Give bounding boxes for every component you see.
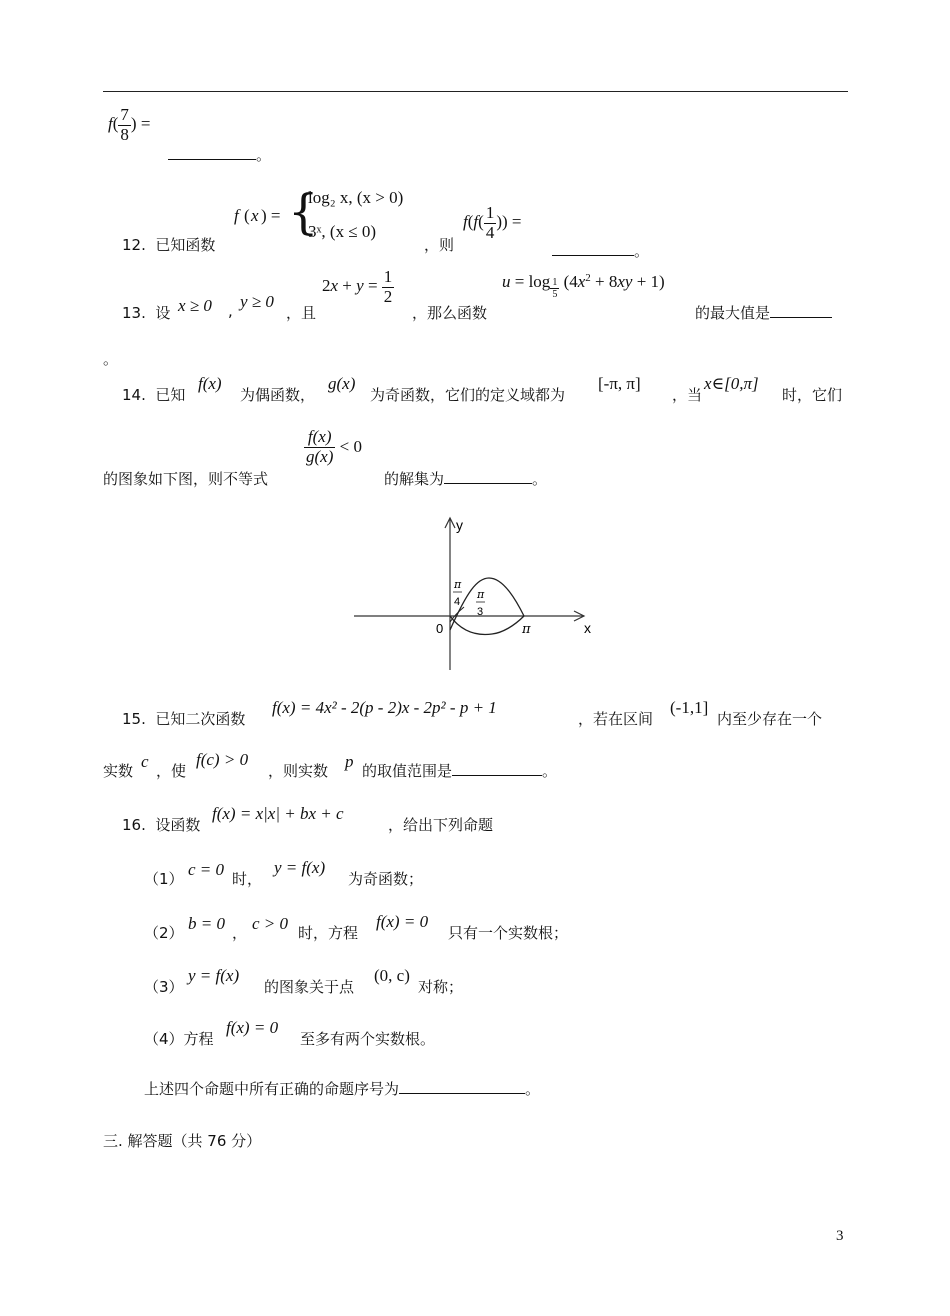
q11-answer-blank: 。 (168, 144, 271, 165)
q15-ask: 的取值范围是 。 (362, 762, 558, 780)
tick1-den: 4 (454, 596, 461, 608)
section-3-heading: 三. 解答题（共 76 分） (103, 1132, 262, 1150)
q16-line1: 16. 设函数 (122, 816, 201, 834)
q16-function: f(x) = x|x| + bx + c (212, 804, 344, 823)
tick2-den: 3 (477, 606, 484, 618)
q12-answer-blank: 。 (552, 240, 649, 261)
q13-and: ，且 (286, 304, 317, 322)
q14-inequality: $\frac{f(x)}{g(x)}$ < 0 (306, 427, 362, 466)
tick1-num: π (454, 578, 462, 591)
pi-label: π (522, 622, 531, 637)
q13-line: 13. 设 (122, 304, 171, 322)
q13-period: 。 (103, 350, 119, 368)
fraction-7-8: $\frac{7}{8}$ (120, 105, 129, 144)
q14-g: g(x) (328, 374, 356, 393)
function-graph (352, 512, 602, 676)
q15-line1: 15. 已知二次函数 (122, 710, 246, 728)
q14-line1: 14. 已知 (122, 386, 186, 404)
q12-then: ，则 (424, 236, 455, 254)
q12-intro: 12. 已知函数 (122, 236, 216, 254)
q13-cond-x: x ≥ 0 (178, 296, 212, 315)
q13-function: u = log $\frac{1}{5}$ $(4x^2 + 8xy + 1)$ (502, 272, 665, 300)
q16-item-3: （3） (144, 978, 184, 996)
q14-f: f(x) (198, 374, 222, 393)
curve-g (450, 616, 524, 634)
page-number: 3 (836, 1228, 844, 1244)
x-axis-label: x (584, 620, 591, 636)
q16-item-1: （1） (144, 870, 184, 888)
q13-ask: 的最大值是 (695, 302, 832, 323)
q15-condition: f(c) > 0 (196, 750, 249, 769)
q14-ask: 的解集为 。 (384, 470, 548, 488)
q16-summary: 上述四个命题中所有正确的命题序号为 。 (144, 1080, 541, 1098)
q13-then: ，那么函数 (412, 304, 488, 322)
q15-function: f(x) = 4x² - 2(p - 2)x - 2p² - p + 1 (272, 698, 497, 717)
q16-item-4: （4）方程 (144, 1030, 214, 1048)
tick2-num: π (477, 588, 485, 601)
origin-label: 0 (436, 621, 444, 636)
q12-piece-2: 3ˣ, (x ≤ 0) (308, 222, 377, 241)
q13-condition: 2x + y = $\frac{1}{2}$ (322, 267, 393, 306)
y-axis-label: y (456, 517, 463, 533)
q13-cond-y: y ≥ 0 (240, 292, 274, 311)
header-rule (103, 91, 848, 92)
q15-interval: (-1,1] (670, 698, 709, 717)
q14-interval: x∈[0,π] (704, 374, 759, 393)
q12-ask: f(f( $\frac{1}{4}$ )) = (463, 203, 522, 242)
q14-domain: [-π, π] (598, 374, 641, 393)
q11-tail: f( $\frac{7}{8}$ ) = (108, 105, 151, 144)
q16-item-2: （2） (144, 924, 184, 942)
q12-piece-1: log₂ x, (x > 0) (308, 188, 404, 207)
